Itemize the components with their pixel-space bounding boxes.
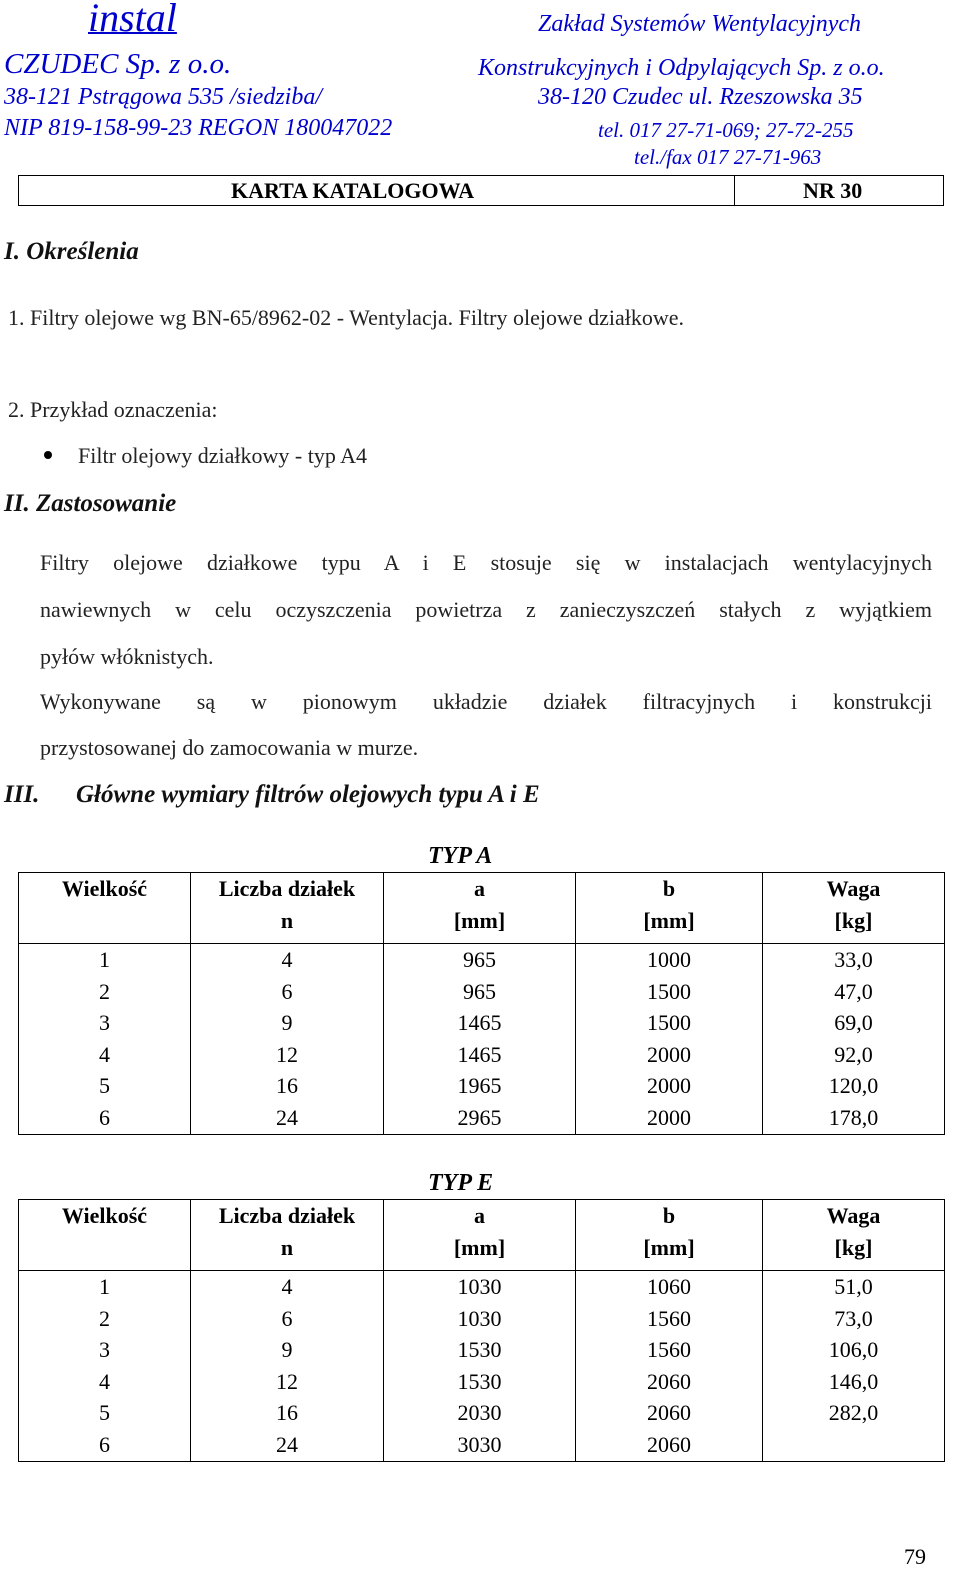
header-count-unit: n [280, 1235, 294, 1260]
cell: 51,0 [834, 1274, 873, 1299]
cell: 47,0 [834, 978, 873, 1004]
cell: 2000 [647, 1041, 691, 1067]
header-a [384, 873, 576, 944]
company-name-right-2: Konstrukcyjnych i Odpylających Sp. z o.o. [478, 55, 885, 81]
header-b-unit: [mm] [643, 1235, 695, 1260]
cell: 2965 [457, 1104, 502, 1130]
section-1-heading: I. Określenia [4, 238, 139, 265]
header-b [576, 873, 763, 944]
header-b-unit: [mm] [643, 908, 695, 933]
catalog-card-title: KARTA KATALOGOWA [231, 178, 475, 203]
cell: 1465 [457, 1041, 502, 1067]
header-a-label: a [474, 876, 485, 901]
cell: 16 [276, 1073, 298, 1099]
cell: 5 [99, 1400, 110, 1426]
header-a-label: a [474, 1203, 485, 1228]
address-left: 38-121 Pstrągowa 535 /siedziba/ [4, 84, 323, 110]
col-count [191, 1271, 384, 1462]
page-number: 79 [904, 1544, 926, 1569]
cell: 1500 [647, 978, 691, 1004]
col-b [576, 944, 763, 1135]
cell: 1530 [457, 1337, 502, 1363]
cell: 178,0 [828, 1104, 879, 1130]
header-weight-unit: [kg] [834, 908, 873, 933]
header-count-label: Liczba działek [218, 876, 356, 901]
cell: 16 [276, 1400, 298, 1426]
cell: 1560 [647, 1337, 691, 1363]
cell: 120,0 [828, 1073, 879, 1099]
cell: 965 [463, 978, 496, 1004]
cell: 965 [463, 947, 496, 972]
catalog-card-number: NR 30 [803, 178, 863, 203]
cell: 24 [276, 1431, 298, 1457]
cell [763, 1429, 944, 1461]
section-1-bullet-text: Filtr olejowy działkowy - typ A4 [78, 443, 368, 468]
cell: 2060 [647, 1400, 691, 1426]
cell: 12 [276, 1041, 298, 1067]
cell: 1000 [647, 947, 691, 972]
ids-left: NIP 819-158-99-23 REGON 180047022 [4, 115, 393, 141]
company-name-right-1: Zakład Systemów Wentylacyjnych [538, 11, 862, 37]
col-weight [763, 1271, 945, 1462]
cell: 24 [276, 1104, 298, 1130]
table-a-type-label: TYP A [428, 843, 493, 869]
cell: 4 [99, 1041, 110, 1067]
cell: 1500 [647, 1010, 691, 1036]
header-weight [763, 1200, 945, 1271]
cell: 4 [281, 947, 293, 972]
header-weight [763, 873, 945, 944]
cell: 3030 [457, 1431, 502, 1457]
phone-numbers: tel. 017 27-71-069; 27-72-255 [598, 118, 854, 142]
bullet-icon [44, 451, 52, 459]
cell: 4 [99, 1368, 110, 1394]
table-row [19, 1271, 945, 1462]
cell: 3 [99, 1010, 110, 1036]
cell: 5 [99, 1073, 110, 1099]
header-size-label: Wielkość [61, 1203, 148, 1228]
cell: 69,0 [834, 1010, 873, 1036]
section-2-line-3: pyłów włóknistych. [40, 644, 214, 669]
catalog-card-bar [18, 175, 944, 206]
header-weight-unit: [kg] [834, 1235, 873, 1260]
cell: 106,0 [828, 1337, 879, 1363]
section-2-line-1: Filtry olejowe działkowe typu A i E stosuje się w instalacjach wentylacyjnych [40, 550, 932, 575]
header-size [19, 873, 191, 944]
section-2-line-2: nawiewnych w celu oczyszczenia powietrza z zanieczyszczeń stałych z wyjątkiem [40, 597, 932, 622]
cell: 2060 [647, 1431, 691, 1457]
company-logo: instal [88, 0, 177, 40]
cell: 1530 [457, 1368, 502, 1394]
cell: 1030 [457, 1274, 502, 1299]
table-type-e [18, 1199, 945, 1462]
header-a [384, 1200, 576, 1271]
cell: 6 [99, 1431, 110, 1457]
cell: 1560 [647, 1305, 691, 1331]
header-weight-label: Waga [826, 876, 881, 901]
header-b [576, 1200, 763, 1271]
cell: 2000 [647, 1104, 691, 1130]
cell: 1465 [457, 1010, 502, 1036]
header-count [191, 1200, 384, 1271]
cell: 6 [99, 1104, 110, 1130]
col-size [19, 944, 191, 1135]
cell: 73,0 [834, 1305, 873, 1331]
section-1-item-2: 2. Przykład oznaczenia: [8, 397, 218, 422]
cell: 9 [281, 1337, 293, 1363]
cell: 4 [281, 1274, 293, 1299]
cell: 1060 [647, 1274, 691, 1299]
col-weight [763, 944, 945, 1135]
section-3-heading: Główne wymiary filtrów olejowych typu A i E [76, 781, 540, 808]
section-2-heading: II. Zastosowanie [4, 490, 177, 517]
table-row [19, 944, 945, 1135]
section-2-line-4: Wykonywane są w pionowym układzie działek filtracyjnych i konstrukcji [40, 689, 932, 714]
header-size-label: Wielkość [61, 876, 148, 901]
address-right: 38-120 Czudec ul. Rzeszowska 35 [538, 84, 863, 110]
company-name-left: CZUDEC Sp. z o.o. [4, 48, 232, 80]
header-a-unit: [mm] [453, 908, 506, 933]
col-a [384, 1271, 576, 1462]
section-1-item-1: 1. Filtry olejowe wg BN-65/8962-02 - Wentylacja. Filtry olejowe działkowe. [8, 305, 685, 330]
cell: 146,0 [828, 1368, 879, 1394]
cell: 12 [276, 1368, 298, 1394]
col-count [191, 944, 384, 1135]
cell: 282,0 [828, 1400, 879, 1426]
cell: 2 [99, 1305, 110, 1331]
cell: 6 [281, 978, 293, 1004]
cell: 6 [281, 1305, 293, 1331]
cell: 33,0 [834, 947, 873, 972]
header-count-unit: n [280, 908, 294, 933]
cell: 2 [99, 978, 110, 1004]
fax-number: tel./fax 017 27-71-963 [634, 145, 822, 169]
col-size [19, 1271, 191, 1462]
cell: 2060 [647, 1368, 691, 1394]
header-count [191, 873, 384, 944]
table-type-a [18, 872, 945, 1135]
catalog-card-divider [734, 176, 735, 205]
section-3-number: III. [4, 781, 40, 808]
header-a-unit: [mm] [453, 1235, 506, 1260]
header-weight-label: Waga [826, 1203, 881, 1228]
header-count-label: Liczba działek [218, 1203, 356, 1228]
cell: 9 [281, 1010, 293, 1036]
col-a [384, 944, 576, 1135]
table-e-type-label: TYP E [428, 1170, 494, 1196]
cell: 1965 [457, 1073, 502, 1099]
cell: 2030 [457, 1400, 502, 1426]
cell: 1 [99, 947, 110, 972]
header-b-label: b [662, 876, 676, 901]
cell: 1030 [457, 1305, 502, 1331]
cell: 2000 [647, 1073, 691, 1099]
section-2-line-5: przystosowanej do zamocowania w murze. [40, 735, 419, 760]
cell: 1 [99, 1274, 110, 1299]
header-b-label: b [662, 1203, 676, 1228]
cell: 3 [99, 1337, 110, 1363]
col-b [576, 1271, 763, 1462]
header-size [19, 1200, 191, 1271]
cell: 92,0 [834, 1041, 873, 1067]
